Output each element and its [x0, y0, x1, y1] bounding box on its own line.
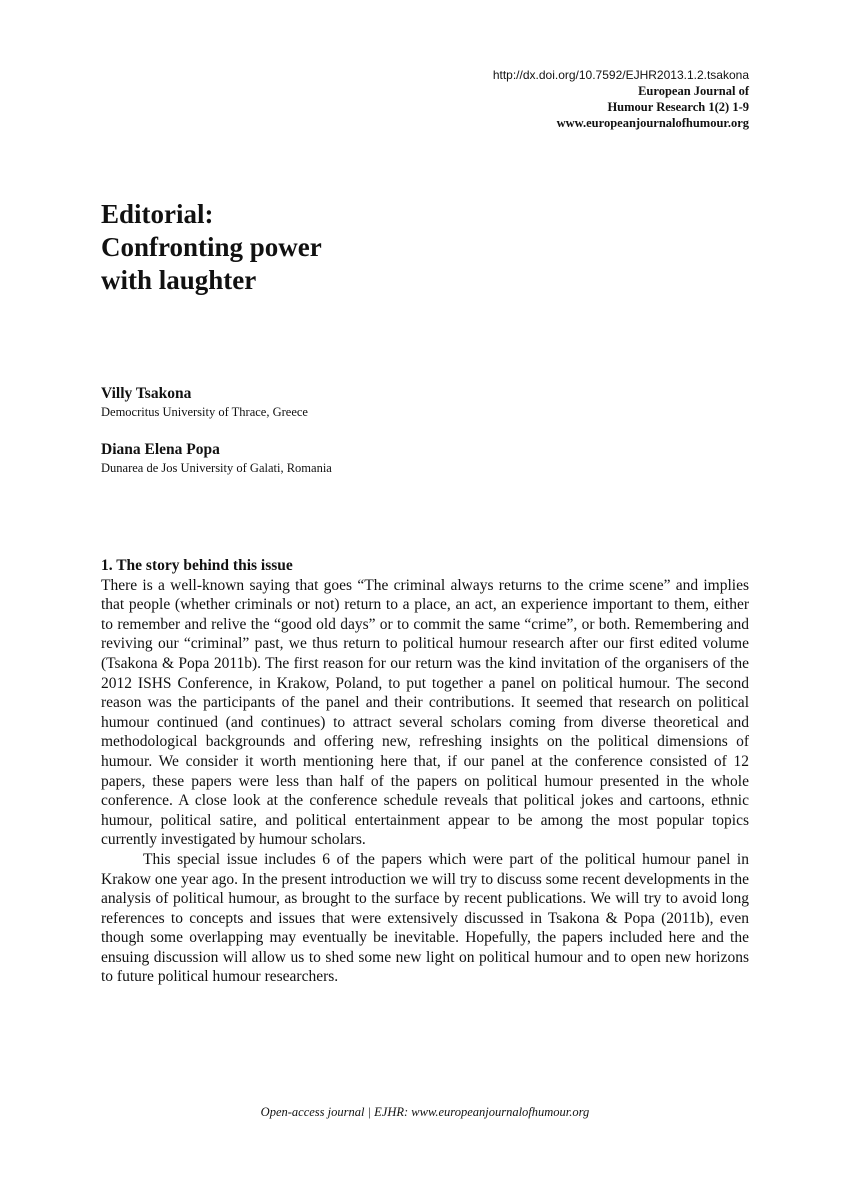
section-story-behind-issue — [101, 556, 749, 987]
author-name: Diana Elena Popa — [101, 441, 220, 458]
author-affiliation: Dunarea de Jos University of Galati, Romania — [101, 461, 332, 475]
title-line-1: Editorial: — [101, 199, 214, 229]
journal-name-line1: European Journal of — [638, 84, 749, 98]
title-line-3: with laughter — [101, 265, 257, 295]
article-title — [101, 198, 322, 297]
paragraph-1: There is a well-known saying that goes “The criminal always returns to the crime scene” and implies that people (whether criminals or not) return to a place, an act, an experience important to them, either to remember and relive the “good old days” or to commit the same “crime”, or both. Remembering and reviving our “criminal” past, we thus return to political humour research after our first edited volume (Tsakona & Popa 2011b). The first reason for our return was the kind invitation of the organisers of the 2012 ISHS Conference, in Krakow, Poland, to put together a panel on political humour. The second reason was the participants of the panel and their contributions. It seemed that research on political humour continued (and continues) to attract several scholars coming from diverse theoretical and methodological backgrounds and offering new, refreshing insights on the political dimensions of humour. We consider it worth mentioning here that, if our panel at the conference consisted of 12 papers, these papers were less than half of the papers on political humour presented in the whole conference. A close look at the conference schedule reveals that political jokes and cartoons, ethnic humour, political satire, and political entertainment appear to be among the most popular topics currently investigated by humour scholars. — [101, 576, 749, 849]
author-name: Villy Tsakona — [101, 385, 192, 402]
author-block — [101, 385, 308, 420]
title-line-2: Confronting power — [101, 232, 322, 262]
section-heading: 1. The story behind this issue — [101, 557, 293, 574]
author-affiliation: Democritus University of Thrace, Greece — [101, 405, 308, 419]
journal-website[interactable]: www.europeanjournalofhumour.org — [556, 116, 749, 130]
author-block — [101, 441, 332, 476]
page-footer: Open-access journal | EJHR: www.europeanjournalofhumour.org — [260, 1105, 590, 1119]
journal-header — [493, 67, 749, 131]
doi-link[interactable]: http://dx.doi.org/10.7592/EJHR2013.1.2.tsakona — [492, 68, 749, 82]
paragraph-2: This special issue includes 6 of the papers which were part of the political humour panel in Krakow one year ago. In the present introduction we will try to discuss some recent developments in the analysis of political humour, as brought to the surface by recent publications. We will try to avoid long references to concepts and issues that were extensively discussed in Tsakona & Popa (2011b), even though some overlapping may eventually be inevitable. Hopefully, the papers included here and the ensuing discussion will allow us to shed some new light on political humour and to open new horizons to future political humour researchers. — [101, 850, 749, 986]
journal-name-line2: Humour Research 1(2) 1-9 — [607, 100, 749, 114]
